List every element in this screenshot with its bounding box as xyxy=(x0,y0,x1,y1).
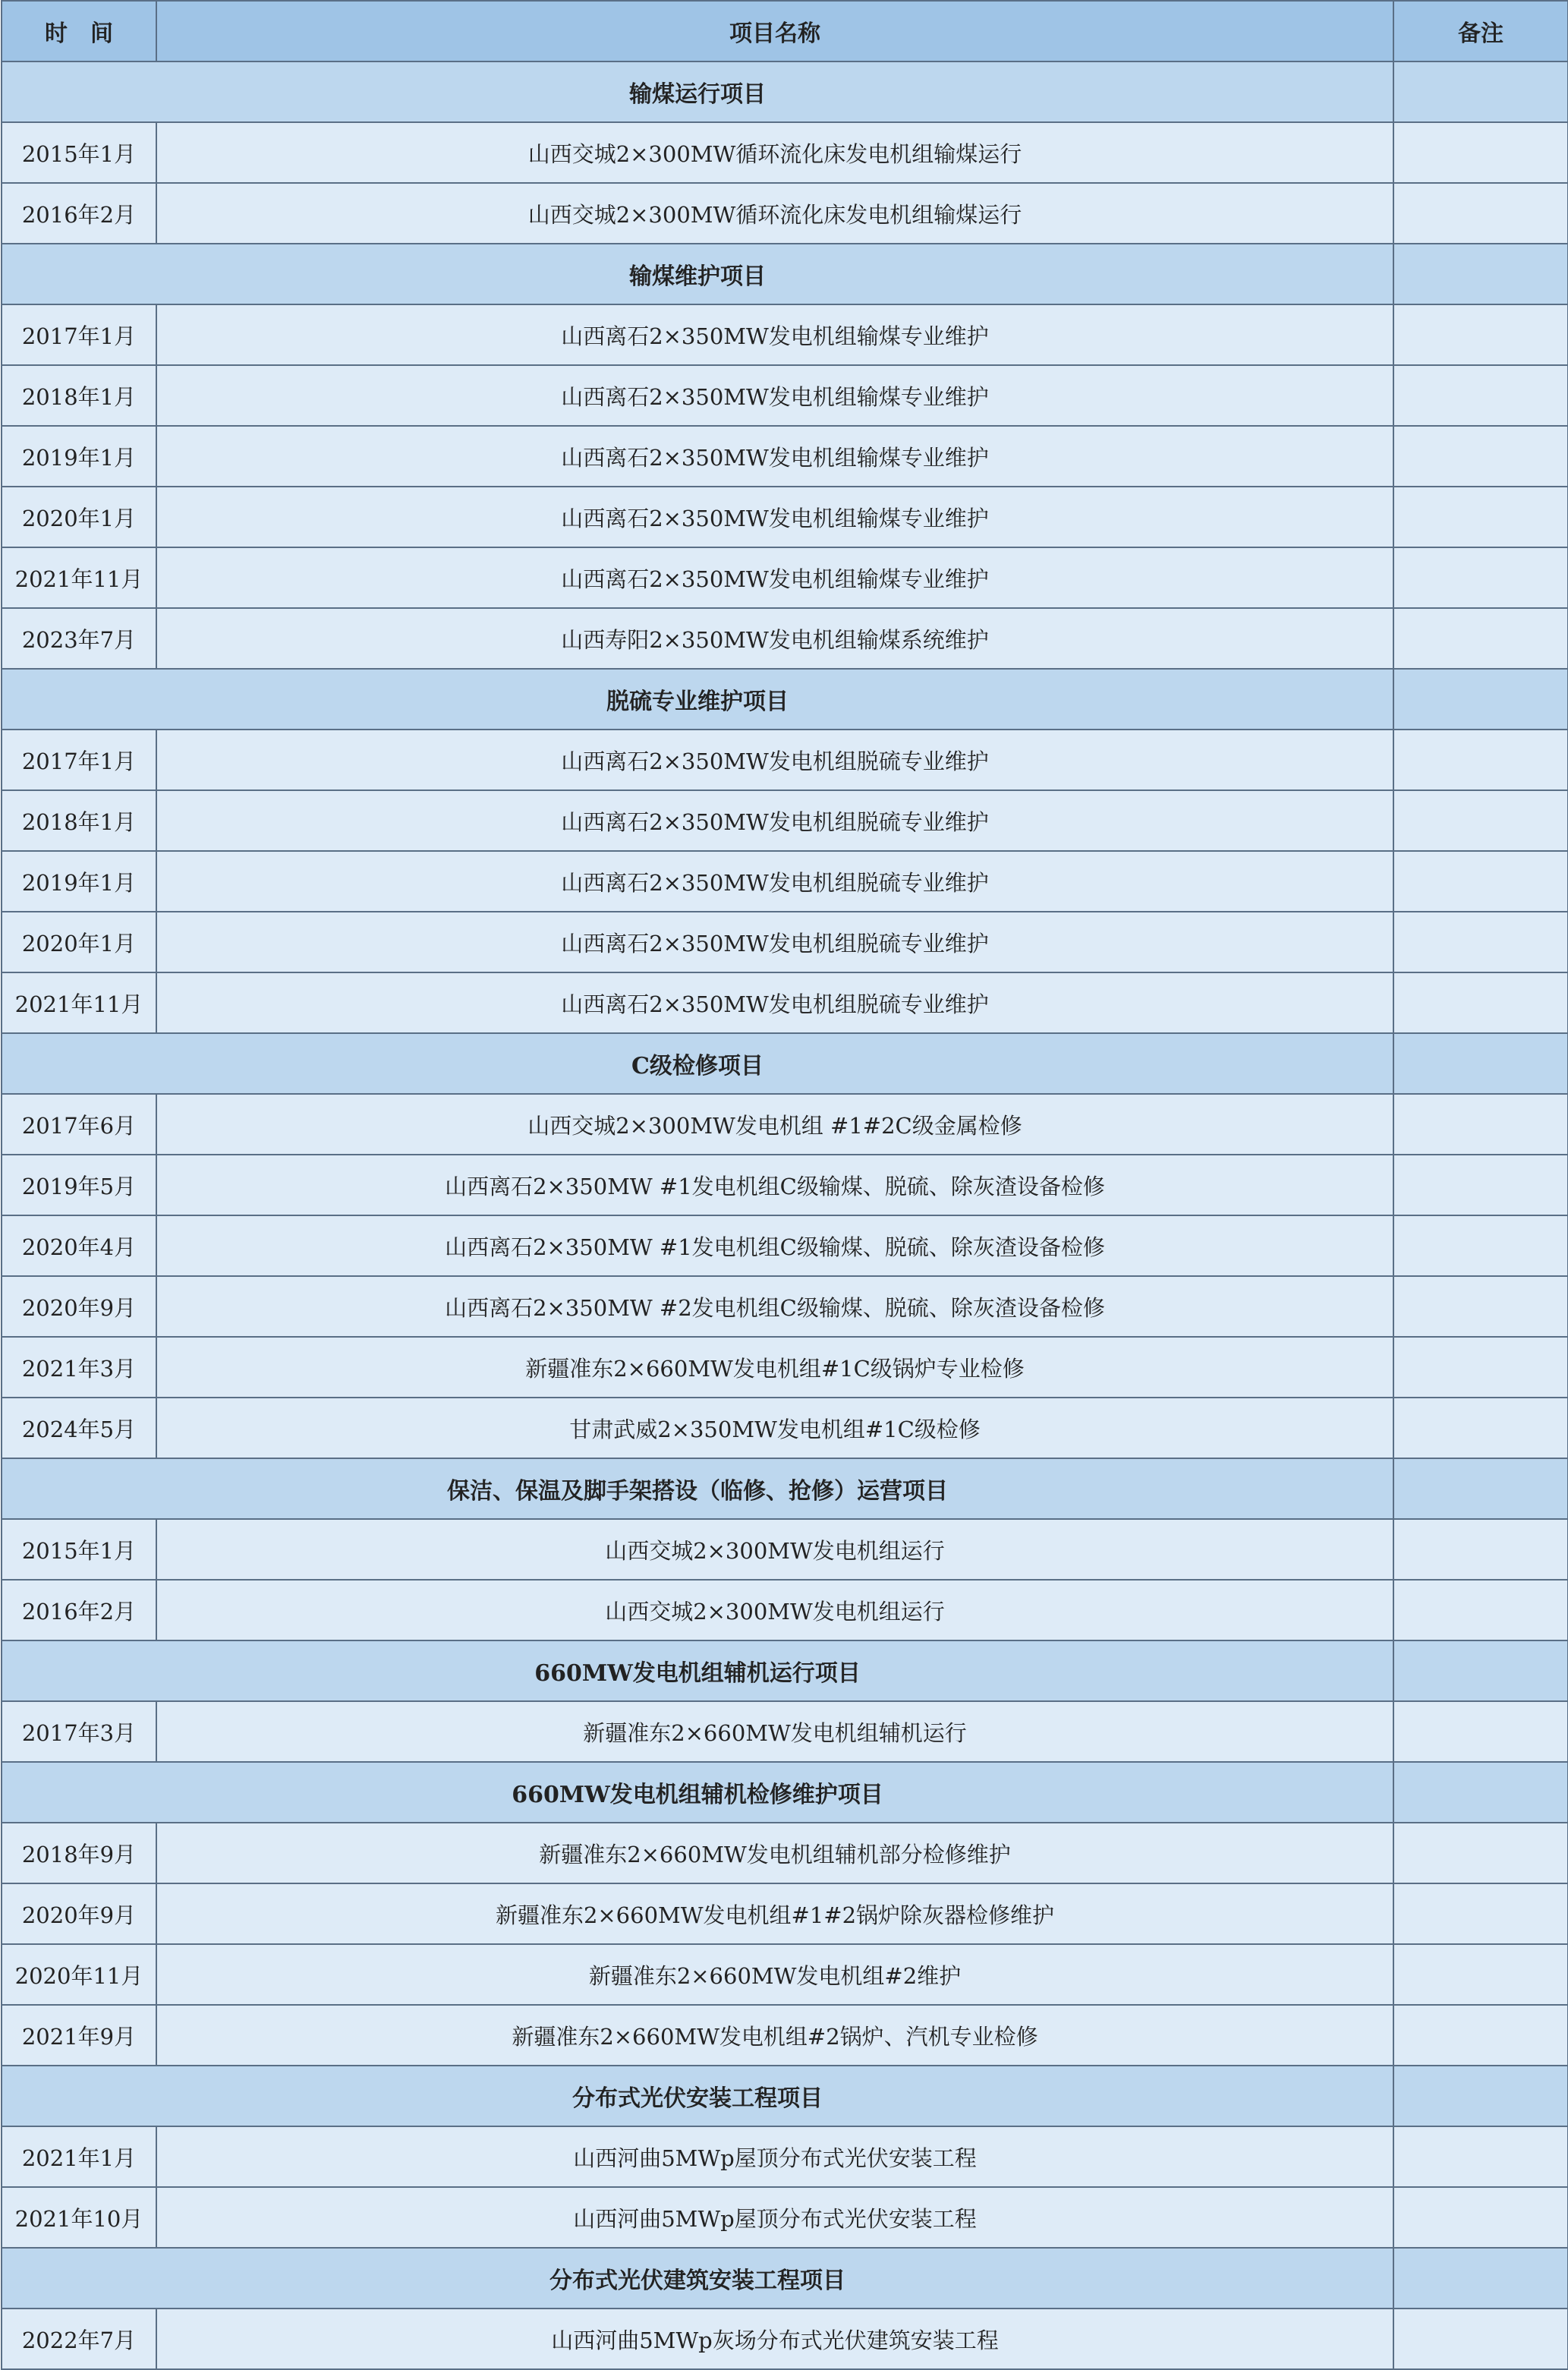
project-name-cell: 新疆准东2×660MW发电机组#2锅炉、汽机专业检修 xyxy=(156,2005,1393,2066)
project-name-cell: 山西河曲5MWp灰场分布式光伏建筑安装工程 xyxy=(156,2309,1393,2369)
project-name-cell: 山西离石2×350MW发电机组输煤专业维护 xyxy=(156,426,1393,487)
project-name-cell: 山西离石2×350MW发电机组脱硫专业维护 xyxy=(156,912,1393,972)
note-cell xyxy=(1393,1944,1568,2005)
section-title: 脱硫专业维护项目 xyxy=(2,669,1393,730)
table-row xyxy=(2,365,1568,426)
time-cell: 2017年1月 xyxy=(2,730,156,790)
section-note-cell xyxy=(1393,1762,1568,1823)
project-name-cell: 山西交城2×300MW发电机组运行 xyxy=(156,1519,1393,1580)
project-name-cell: 甘肃武威2×350MW发电机组#1C级检修 xyxy=(156,1398,1393,1458)
column-header-note: 备注 xyxy=(1393,1,1568,61)
section-header-row xyxy=(2,244,1568,304)
section-title: C级检修项目 xyxy=(2,1033,1393,1094)
time-cell: 2021年10月 xyxy=(2,2187,156,2248)
time-cell: 2015年1月 xyxy=(2,122,156,183)
table-row xyxy=(2,1155,1568,1215)
table-row xyxy=(2,2005,1568,2066)
time-cell: 2016年2月 xyxy=(2,183,156,244)
note-cell xyxy=(1393,1883,1568,1944)
table-row xyxy=(2,972,1568,1033)
note-cell xyxy=(1393,1823,1568,1883)
note-cell xyxy=(1393,183,1568,244)
time-cell: 2020年9月 xyxy=(2,1276,156,1337)
time-cell: 2015年1月 xyxy=(2,1519,156,1580)
section-header-row xyxy=(2,61,1568,122)
table-body xyxy=(2,61,1568,2369)
project-name-cell: 山西交城2×300MW循环流化床发电机组输煤运行 xyxy=(156,183,1393,244)
project-name-cell: 山西寿阳2×350MW发电机组输煤系统维护 xyxy=(156,608,1393,669)
table-row xyxy=(2,608,1568,669)
time-cell: 2020年9月 xyxy=(2,1883,156,1944)
project-name-cell: 山西离石2×350MW发电机组脱硫专业维护 xyxy=(156,851,1393,912)
section-header-row xyxy=(2,2248,1568,2309)
table-row xyxy=(2,1215,1568,1276)
section-note-cell xyxy=(1393,1640,1568,1701)
table-row xyxy=(2,547,1568,608)
time-cell: 2021年3月 xyxy=(2,1337,156,1398)
time-cell: 2018年1月 xyxy=(2,365,156,426)
column-header-project-name: 项目名称 xyxy=(156,1,1393,61)
note-cell xyxy=(1393,2187,1568,2248)
time-cell: 2018年9月 xyxy=(2,1823,156,1883)
time-cell: 2019年5月 xyxy=(2,1155,156,1215)
time-cell: 2017年6月 xyxy=(2,1094,156,1155)
note-cell xyxy=(1393,730,1568,790)
table-row xyxy=(2,1276,1568,1337)
time-cell: 2023年7月 xyxy=(2,608,156,669)
project-name-cell: 山西河曲5MWp屋顶分布式光伏安装工程 xyxy=(156,2126,1393,2187)
table-header-row xyxy=(2,1,1568,61)
note-cell xyxy=(1393,304,1568,365)
time-cell: 2021年9月 xyxy=(2,2005,156,2066)
project-name-cell: 山西离石2×350MW发电机组脱硫专业维护 xyxy=(156,972,1393,1033)
table-row xyxy=(2,122,1568,183)
table-row xyxy=(2,1823,1568,1883)
section-title: 输煤运行项目 xyxy=(2,61,1393,122)
time-cell: 2016年2月 xyxy=(2,1580,156,1640)
note-cell xyxy=(1393,912,1568,972)
table-row xyxy=(2,851,1568,912)
table-row xyxy=(2,1337,1568,1398)
time-cell: 2022年7月 xyxy=(2,2309,156,2369)
project-name-cell: 山西河曲5MWp屋顶分布式光伏安装工程 xyxy=(156,2187,1393,2248)
section-note-cell xyxy=(1393,61,1568,122)
project-name-cell: 新疆准东2×660MW发电机组#1C级锅炉专业检修 xyxy=(156,1337,1393,1398)
note-cell xyxy=(1393,365,1568,426)
time-cell: 2021年11月 xyxy=(2,547,156,608)
section-header-row xyxy=(2,2066,1568,2126)
time-cell: 2020年1月 xyxy=(2,487,156,547)
note-cell xyxy=(1393,2126,1568,2187)
section-note-cell xyxy=(1393,669,1568,730)
table-row xyxy=(2,1519,1568,1580)
table-row xyxy=(2,1094,1568,1155)
note-cell xyxy=(1393,1398,1568,1458)
table-row xyxy=(2,487,1568,547)
project-name-cell: 山西离石2×350MW #1发电机组C级输煤、脱硫、除灰渣设备检修 xyxy=(156,1215,1393,1276)
note-cell xyxy=(1393,1276,1568,1337)
note-cell xyxy=(1393,1519,1568,1580)
project-name-cell: 山西离石2×350MW发电机组输煤专业维护 xyxy=(156,304,1393,365)
section-header-row xyxy=(2,1033,1568,1094)
table-row xyxy=(2,1580,1568,1640)
table-row xyxy=(2,2309,1568,2369)
time-cell: 2017年3月 xyxy=(2,1701,156,1762)
time-cell: 2020年1月 xyxy=(2,912,156,972)
note-cell xyxy=(1393,2005,1568,2066)
project-name-cell: 新疆准东2×660MW发电机组#1#2锅炉除灰器检修维护 xyxy=(156,1883,1393,1944)
project-name-cell: 山西交城2×300MW发电机组 #1#2C级金属检修 xyxy=(156,1094,1393,1155)
section-title: 660MW发电机组辅机运行项目 xyxy=(2,1640,1393,1701)
table-row xyxy=(2,790,1568,851)
note-cell xyxy=(1393,851,1568,912)
table-row xyxy=(2,2126,1568,2187)
table-row xyxy=(2,912,1568,972)
time-cell: 2019年1月 xyxy=(2,851,156,912)
note-cell xyxy=(1393,426,1568,487)
note-cell xyxy=(1393,2309,1568,2369)
section-note-cell xyxy=(1393,1033,1568,1094)
project-name-cell: 山西离石2×350MW发电机组脱硫专业维护 xyxy=(156,730,1393,790)
section-title: 保洁、保温及脚手架搭设（临修、抢修）运营项目 xyxy=(2,1458,1393,1519)
note-cell xyxy=(1393,1701,1568,1762)
table-row xyxy=(2,730,1568,790)
table-row xyxy=(2,1398,1568,1458)
project-name-cell: 山西离石2×350MW发电机组输煤专业维护 xyxy=(156,365,1393,426)
project-name-cell: 山西交城2×300MW发电机组运行 xyxy=(156,1580,1393,1640)
section-title: 分布式光伏安装工程项目 xyxy=(2,2066,1393,2126)
section-note-cell xyxy=(1393,2066,1568,2126)
note-cell xyxy=(1393,487,1568,547)
section-note-cell xyxy=(1393,2248,1568,2309)
note-cell xyxy=(1393,790,1568,851)
project-name-cell: 山西离石2×350MW #1发电机组C级输煤、脱硫、除灰渣设备检修 xyxy=(156,1155,1393,1215)
project-name-cell: 山西离石2×350MW发电机组输煤专业维护 xyxy=(156,487,1393,547)
section-header-row xyxy=(2,1762,1568,1823)
time-cell: 2020年4月 xyxy=(2,1215,156,1276)
section-title: 660MW发电机组辅机检修维护项目 xyxy=(2,1762,1393,1823)
project-name-cell: 新疆准东2×660MW发电机组#2维护 xyxy=(156,1944,1393,2005)
table-row xyxy=(2,183,1568,244)
table-row xyxy=(2,1944,1568,2005)
section-title: 分布式光伏建筑安装工程项目 xyxy=(2,2248,1393,2309)
table-row xyxy=(2,304,1568,365)
time-cell: 2021年11月 xyxy=(2,972,156,1033)
table-row xyxy=(2,2187,1568,2248)
section-header-row xyxy=(2,1640,1568,1701)
note-cell xyxy=(1393,1094,1568,1155)
time-cell: 2020年11月 xyxy=(2,1944,156,2005)
project-table xyxy=(1,0,1568,2370)
project-name-cell: 山西离石2×350MW发电机组脱硫专业维护 xyxy=(156,790,1393,851)
note-cell xyxy=(1393,1580,1568,1640)
project-name-cell: 新疆准东2×660MW发电机组辅机运行 xyxy=(156,1701,1393,1762)
note-cell xyxy=(1393,608,1568,669)
table-row xyxy=(2,1701,1568,1762)
section-note-cell xyxy=(1393,244,1568,304)
time-cell: 2021年1月 xyxy=(2,2126,156,2187)
note-cell xyxy=(1393,1337,1568,1398)
note-cell xyxy=(1393,1215,1568,1276)
project-name-cell: 山西离石2×350MW #2发电机组C级输煤、脱硫、除灰渣设备检修 xyxy=(156,1276,1393,1337)
section-title: 输煤维护项目 xyxy=(2,244,1393,304)
project-name-cell: 山西交城2×300MW循环流化床发电机组输煤运行 xyxy=(156,122,1393,183)
note-cell xyxy=(1393,547,1568,608)
section-header-row xyxy=(2,1458,1568,1519)
time-cell: 2019年1月 xyxy=(2,426,156,487)
time-cell: 2018年1月 xyxy=(2,790,156,851)
time-cell: 2017年1月 xyxy=(2,304,156,365)
note-cell xyxy=(1393,122,1568,183)
note-cell xyxy=(1393,1155,1568,1215)
project-name-cell: 山西离石2×350MW发电机组输煤专业维护 xyxy=(156,547,1393,608)
table-row xyxy=(2,1883,1568,1944)
section-header-row xyxy=(2,669,1568,730)
note-cell xyxy=(1393,972,1568,1033)
column-header-time: 时 间 xyxy=(2,1,156,61)
section-note-cell xyxy=(1393,1458,1568,1519)
time-cell: 2024年5月 xyxy=(2,1398,156,1458)
table-row xyxy=(2,426,1568,487)
project-name-cell: 新疆准东2×660MW发电机组辅机部分检修维护 xyxy=(156,1823,1393,1883)
